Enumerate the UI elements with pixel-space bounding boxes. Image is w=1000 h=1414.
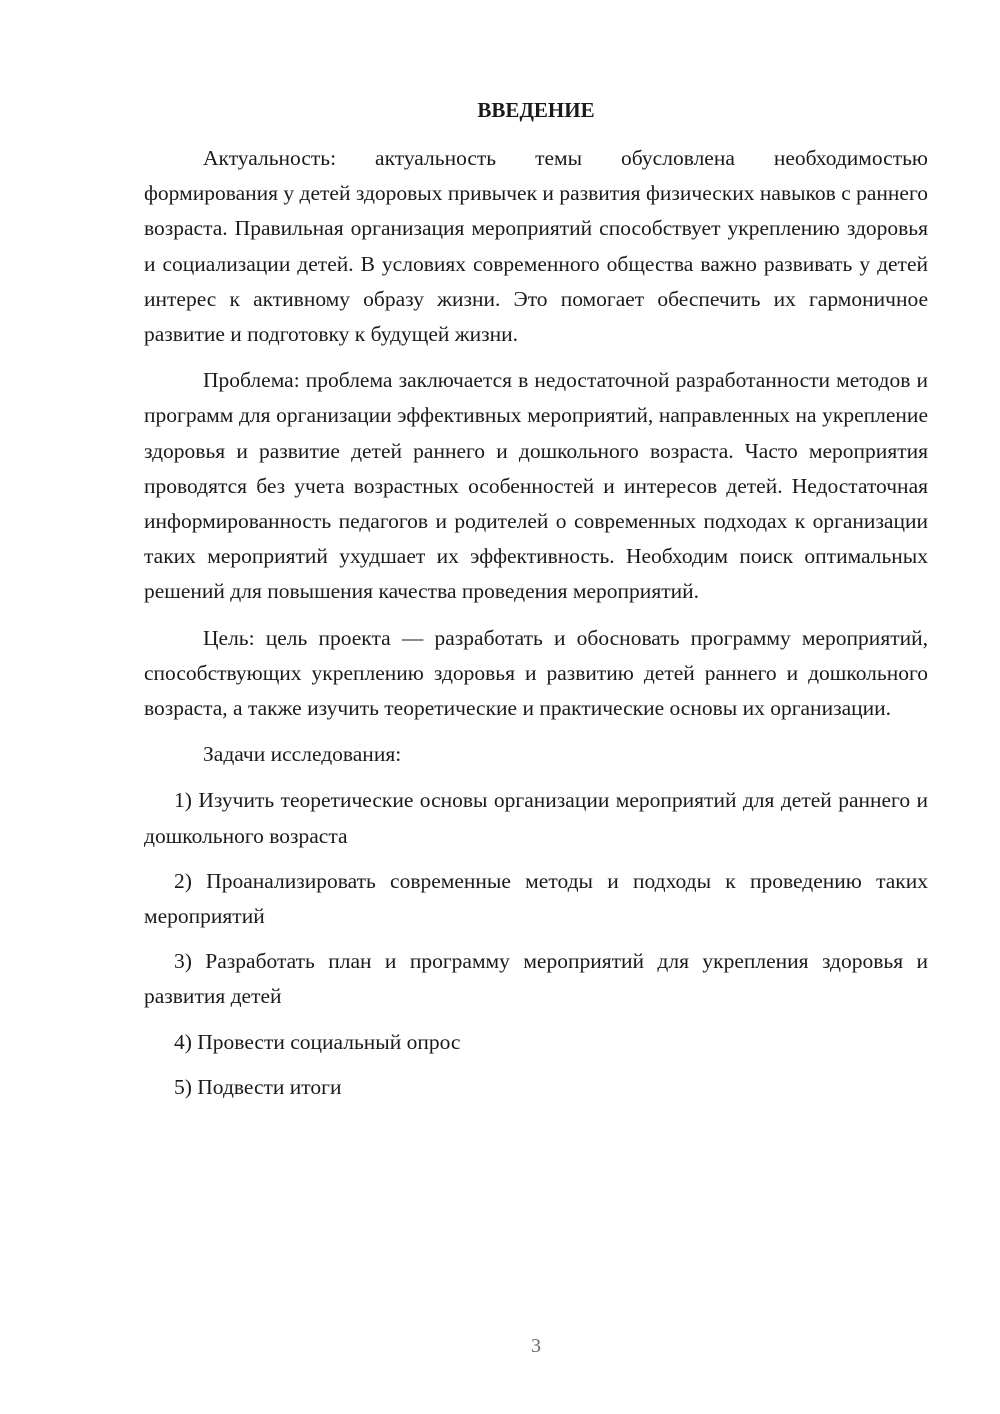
page-content [144,96,928,1115]
tasks-heading: Задачи исследования: [203,742,402,767]
task-item: 1) Изучить теоретические основы организации мероприятий для детей раннего и дошкольного возраста [144,788,928,848]
page-number: 3 [531,1335,541,1357]
paragraph-relevance: Актуальность: актуальность темы обусловлена необходимостью формирования у детей здоровых привычек и развития физических навыков с раннего возраста. Правильная организация мероприятий способствует укреплению здоровья и социализации детей. В условиях современного общества важно развивать у детей интерес к активному образу жизни. Это помогает обеспечить их гармоничное развитие и подготовку к будущей жизни. [144,146,928,347]
task-item: 4) Провести социальный опрос [174,1029,461,1054]
section-heading: ВВЕДЕНИЕ [477,98,595,122]
task-item: 5) Подвести итоги [174,1074,342,1099]
tasks-list [144,783,928,1105]
paragraph-goal: Цель: цель проекта — разработать и обосновать программу мероприятий, способствующих укреплению здоровья и развитию детей раннего и дошкольного возраста, а также изучить теоретические и практические основы их организации. [144,625,928,721]
task-item: 2) Проанализировать современные методы и подходы к проведению таких мероприятий [144,868,928,929]
task-item: 3) Разработать план и программу мероприятий для укрепления здоровья и развития детей [144,949,928,1009]
paragraph-problem: Проблема: проблема заключается в недостаточной разработанности методов и программ для организации эффективных мероприятий, направленных на укрепление здоровья и развитие детей раннего и дошкольного возраста. Часто мероприятия проводятся без учета возрастных особенностей и интересов детей. Недостаточная информированность педагогов и родителей о современных подходах к организации таких мероприятий ухудшает их эффективность. Необходим поиск оптимальных решений для повышения качества проведения мероприятий. [144,368,928,604]
